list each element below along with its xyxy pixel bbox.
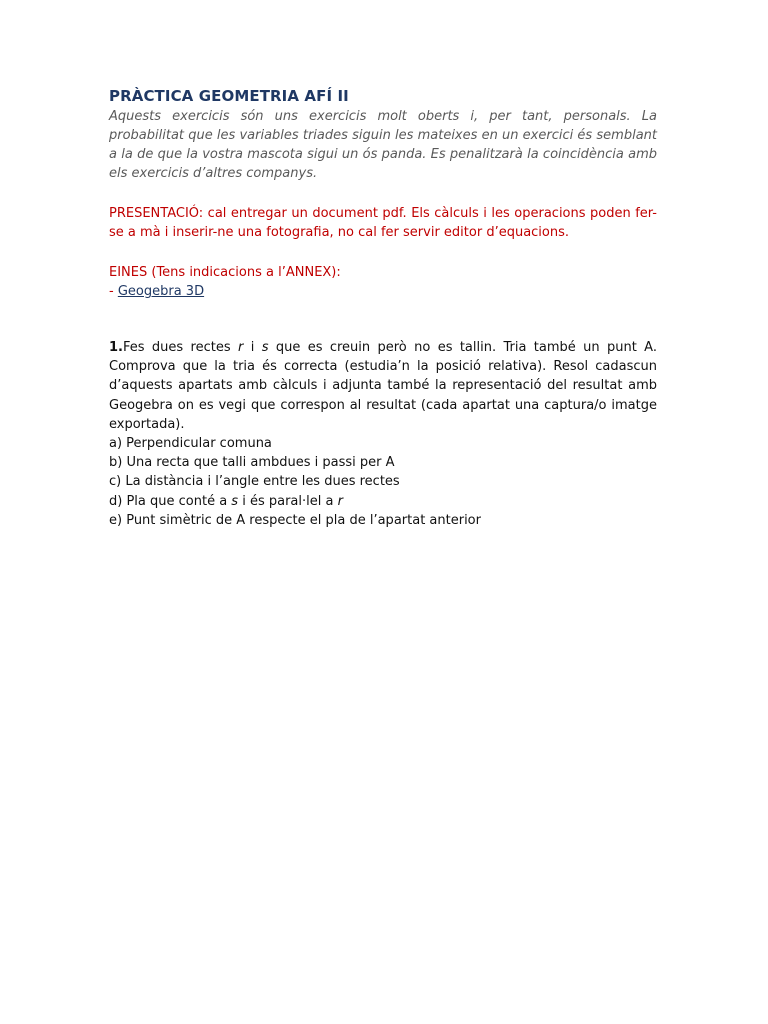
exercise-1-items (109, 434, 657, 530)
eines-section (109, 263, 657, 301)
variable-s: s (231, 493, 239, 509)
list-item: a) Perpendicular comuna (109, 436, 272, 452)
document-title: PRÀCTICA GEOMETRIA AFÍ II (109, 87, 349, 105)
list-item: c) La distància i l’angle entre les dues rectes (109, 474, 400, 490)
variable-s: s (261, 340, 269, 355)
exercise-1-statement (109, 338, 657, 434)
list-item (109, 492, 657, 511)
document-page (109, 86, 657, 530)
eines-tool-item (109, 282, 657, 301)
bullet-dash: - (109, 284, 118, 299)
variable-r: r (337, 493, 343, 509)
exercise-text: que es creuin però no es tallin. Tria també un punt A. Comprova que la tria és correcta (estudia’n la posició relativa). Resol cadascun d’aquests apartats amb càlculs i adjunta també la representació del resultat amb Geogebra on es vegi que correspon al resultat (cada apartat una captura/o imatge exportada). (109, 340, 657, 432)
geogebra-3d-link[interactable]: Geogebra 3D (117, 284, 205, 299)
list-item: b) Una recta que talli ambdues i passi per A (109, 455, 395, 471)
item-text: i és paral·lel a (238, 493, 338, 509)
variable-r: r (237, 340, 244, 355)
presentacio-paragraph: PRESENTACIÓ: cal entregar un document pdf. Els càlculs i les operacions poden fer-se a mà i inserir-ne una fotografia, no cal fer servir editor d’equacions. (109, 206, 657, 240)
exercise-1 (109, 338, 657, 530)
exercise-text: i (243, 340, 262, 355)
list-item: e) Punt simètric de A respecte el pla de l’apartat anterior (109, 512, 481, 528)
exercise-text: Fes dues rectes (122, 340, 238, 355)
item-text: d) Pla que conté a (109, 493, 232, 509)
exercise-number: 1. (109, 340, 123, 355)
eines-heading: EINES (Tens indicacions a l’ANNEX): (109, 265, 341, 280)
intro-paragraph: Aquests exercicis són uns exercicis molt oberts i, per tant, personals. La probabilitat que les variables triades siguin les mateixes en un exercici és semblant a la de que la vostra mascota sigui un ós panda. Es penalitzarà la coincidència amb els exercicis d’altres companys. (109, 109, 657, 181)
